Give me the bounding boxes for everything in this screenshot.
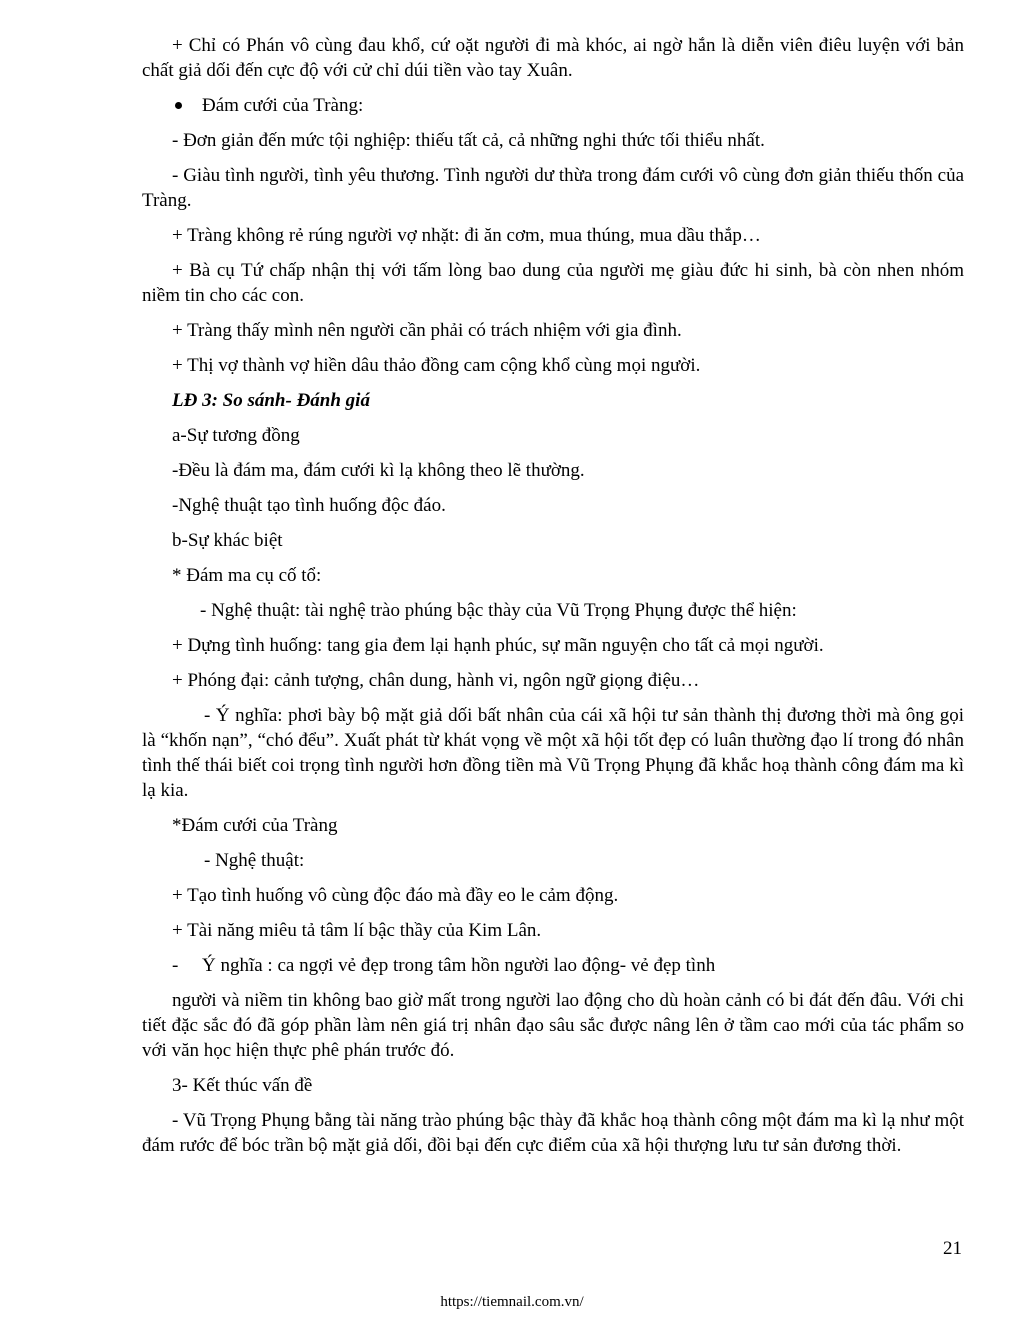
paragraph: * Đám ma cụ cố tổ: xyxy=(172,565,322,586)
document-body xyxy=(142,33,964,1168)
paragraph: - Đơn giản đến mức tội nghiệp: thiếu tất cả, cả những nghi thức tối thiểu nhất. xyxy=(172,130,765,151)
bullet-dot-icon xyxy=(175,102,182,109)
paragraph: - Nghệ thuật: xyxy=(204,850,305,871)
paragraph: -Nghệ thuật tạo tình huống độc đáo. xyxy=(172,495,446,516)
bullet-item xyxy=(142,93,964,118)
section-heading: LĐ 3: So sánh- Đánh giá xyxy=(172,390,370,411)
paragraph: - Vũ Trọng Phụng bằng tài năng trào phúng bậc thày đã khắc hoạ thành công một đám ma kì lạ như một đám rước để bóc trần bộ mặt giả dối, đồi bại đến cực điểm của xã hội thượng lưu tư sản đương thời. xyxy=(142,1110,964,1156)
paragraph: -Đều là đám ma, đám cưới kì lạ không theo lẽ thường. xyxy=(172,460,585,481)
paragraph: + Dựng tình huống: tang gia đem lại hạnh phúc, sự mãn nguyện cho tất cả mọi người. xyxy=(172,635,824,656)
paragraph: *Đám cưới của Tràng xyxy=(172,815,338,836)
dash-marker: - xyxy=(172,955,179,976)
paragraph: + Phóng đại: cảnh tượng, chân dung, hành vi, ngôn ngữ giọng điệu… xyxy=(172,670,700,691)
paragraph: 3- Kết thúc vấn đề xyxy=(172,1075,313,1096)
paragraph: + Tràng thấy mình nên người cần phải có trách nhiệm với gia đình. xyxy=(172,320,682,341)
paragraph: người và niềm tin không bao giờ mất trong người lao động cho dù hoàn cảnh có bi đát đến đâu. Với chi tiết đặc sắc đó đã góp phần làm nên giá trị nhân đạo sâu sắc được nâng lên ở tầm cao mới của tác phẩm so với văn học hiện thực phê phán trước đó. xyxy=(142,990,964,1061)
dash-text: Ý nghĩa : ca ngợi vẻ đẹp trong tâm hồn người lao động- vẻ đẹp tình xyxy=(202,955,716,976)
dash-item xyxy=(142,953,964,978)
paragraph: - Ý nghĩa: phơi bày bộ mặt giả dối bất nhân của cái xã hội tư sản thành thị đương thời mà ông gọi là “khốn nạn”, “chó đểu”. Xuất phát từ khát vọng về một xã hội tốt đẹp có luân thường đạo lí trong đó nhân tình thế thái biết coi trọng tình người hơn đồng tiền mà Vũ Trọng Phụng đã khắc hoạ thành công đám ma kì lạ kia. xyxy=(142,705,964,801)
paragraph: + Thị vợ thành vợ hiền dâu thảo đồng cam cộng khổ cùng mọi người. xyxy=(172,355,701,376)
paragraph: + Bà cụ Tứ chấp nhận thị với tấm lòng bao dung của người mẹ giàu đức hi sinh, bà còn nhen nhóm niềm tin cho các con. xyxy=(142,260,964,306)
paragraph: b-Sự khác biệt xyxy=(172,530,283,551)
page-number: 21 xyxy=(943,1238,962,1259)
paragraph: - Giàu tình người, tình yêu thương. Tình người dư thừa trong đám cưới vô cùng đơn giản thiếu thốn của Tràng. xyxy=(142,165,964,211)
paragraph: + Tạo tình huống vô cùng độc đáo mà đầy eo le cảm động. xyxy=(172,885,619,906)
paragraph: + Tài năng miêu tả tâm lí bậc thầy của Kim Lân. xyxy=(172,920,542,941)
paragraph: + Chỉ có Phán vô cùng đau khổ, cứ oặt người đi mà khóc, ai ngờ hắn là diễn viên điêu luyện với bản chất giả dối đến cực độ với cử chỉ dúi tiền vào tay Xuân. xyxy=(142,35,964,81)
paragraph: + Tràng không rẻ rúng người vợ nhặt: đi ăn cơm, mua thúng, mua dầu thắp… xyxy=(172,225,761,246)
paragraph: a-Sự tương đồng xyxy=(172,425,300,446)
bullet-text: Đám cưới của Tràng: xyxy=(202,95,364,116)
footer-url: https://tiemnail.com.vn/ xyxy=(440,1294,584,1310)
paragraph: - Nghệ thuật: tài nghệ trào phúng bậc thày của Vũ Trọng Phụng được thể hiện: xyxy=(200,600,797,621)
